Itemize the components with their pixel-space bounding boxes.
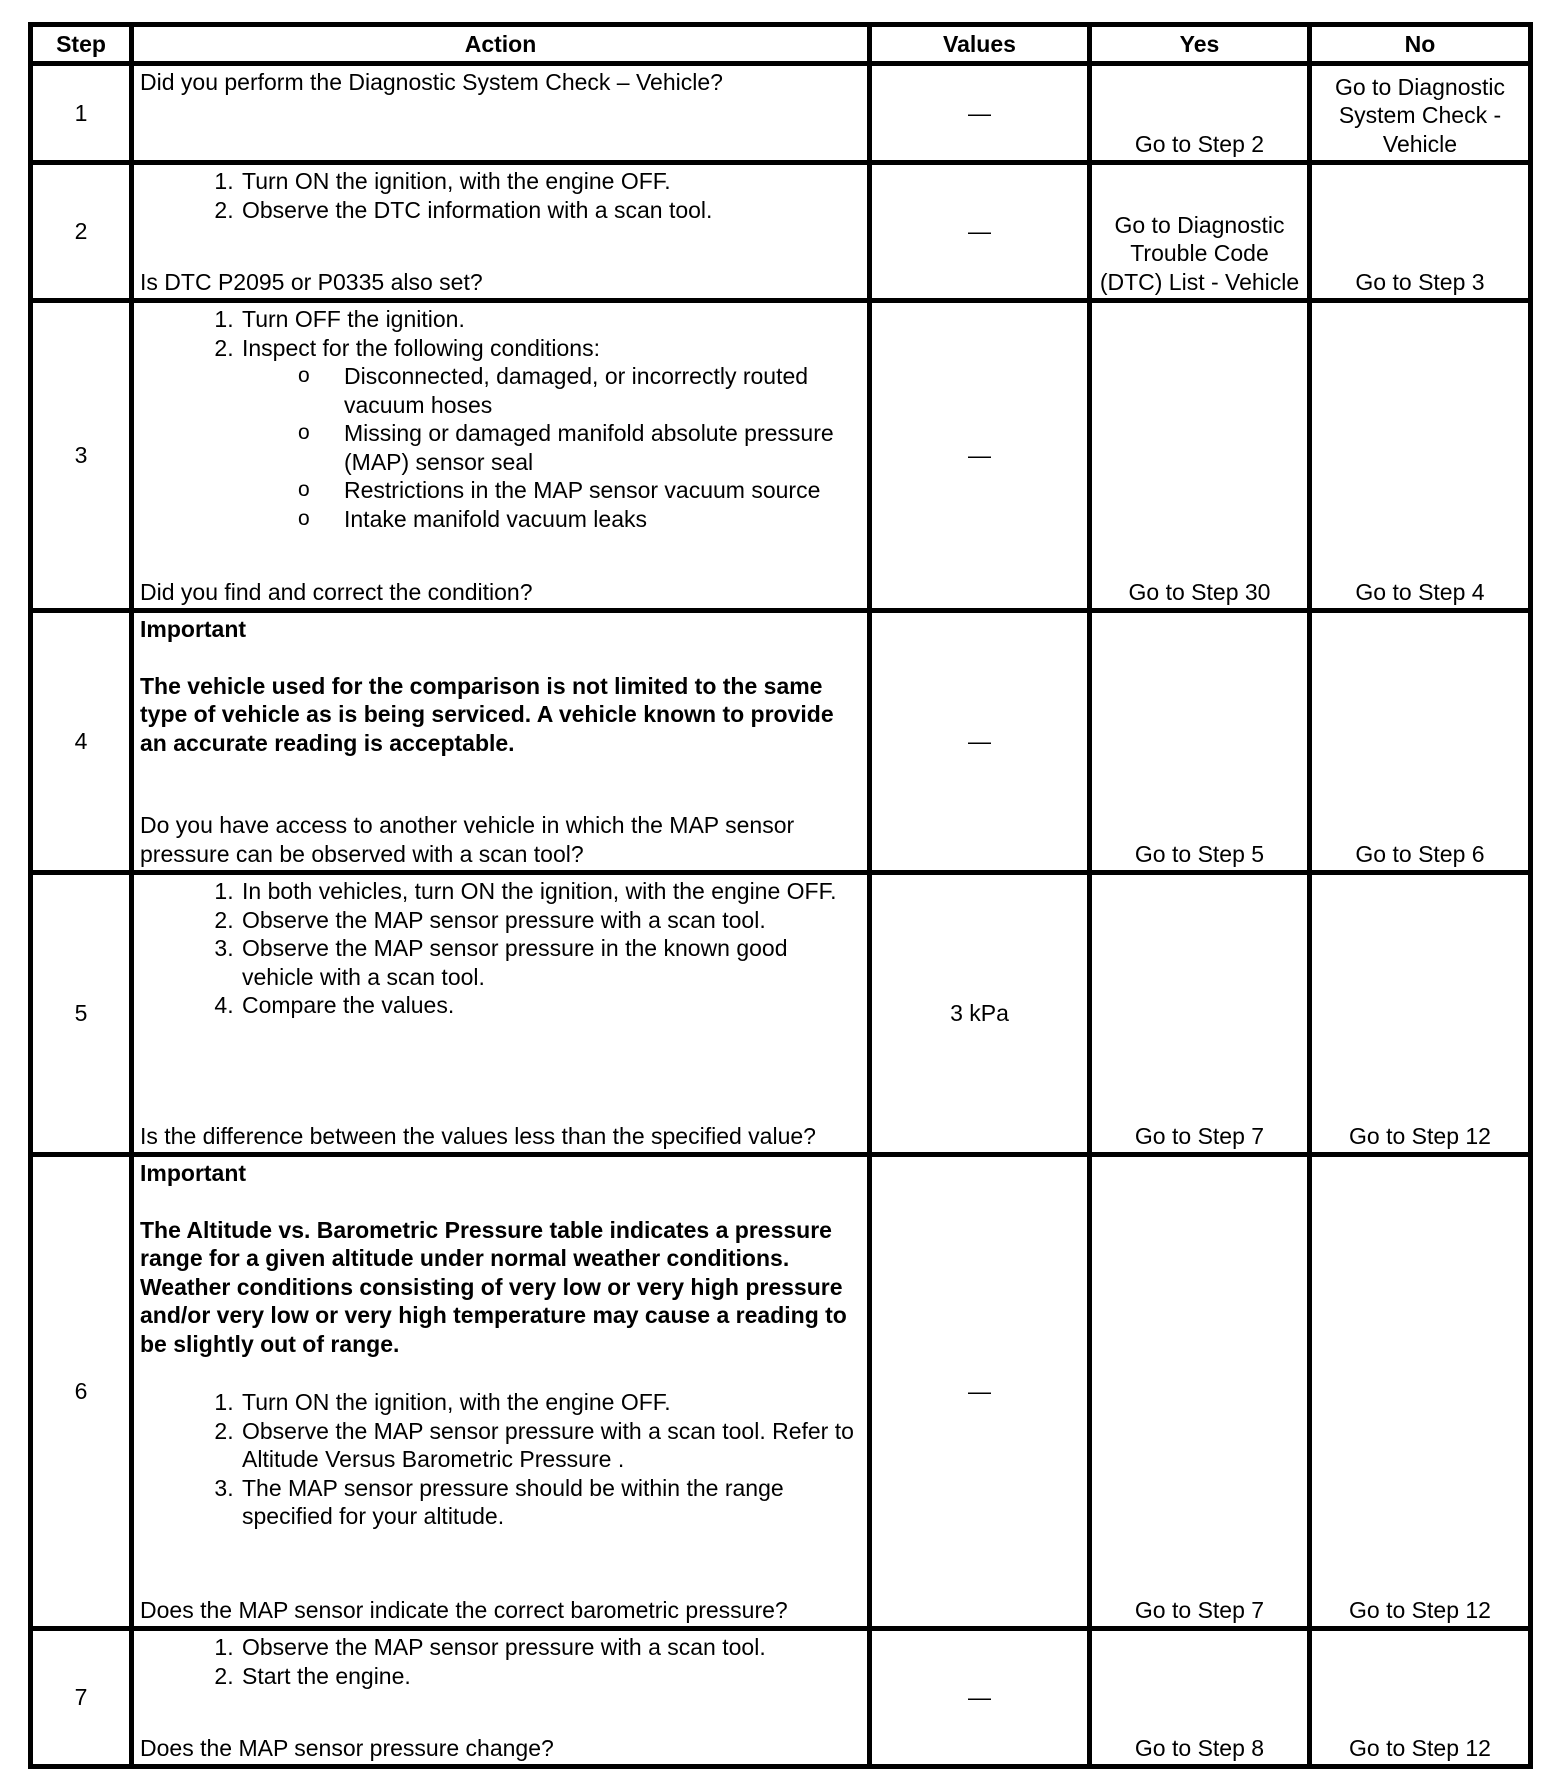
yes-cell: Go to Step 7	[1090, 873, 1310, 1155]
action-question: Does the MAP sensor indicate the correct barometric pressure?	[140, 1596, 788, 1623]
yes-cell: Go to Step 7	[1090, 1155, 1310, 1629]
yes-cell: Go to Diagnostic Trouble Code (DTC) List - Vehicle	[1090, 163, 1310, 301]
action-cell	[132, 1629, 870, 1767]
header-row	[31, 25, 1531, 64]
condition-item: o Disconnected, damaged, or incorrectly routed vacuum hoses	[342, 362, 861, 419]
action-step	[240, 334, 861, 534]
action-question: Is DTC P2095 or P0335 also set?	[140, 268, 483, 295]
header-action: Action	[132, 25, 870, 64]
header-step: Step	[31, 25, 132, 64]
action-text: Did you perform the Diagnostic System Check – Vehicle?	[140, 69, 723, 95]
action-step: 3. Observe the MAP sensor pressure in the known good vehicle with a scan tool.	[240, 934, 861, 991]
action-question: Is the difference between the values less than the specified value?	[140, 1122, 816, 1149]
header-no: No	[1310, 25, 1531, 64]
action-cell	[132, 64, 870, 163]
step-number: 6	[31, 1155, 132, 1629]
action-cell	[132, 873, 870, 1155]
diagnostic-table	[28, 22, 1533, 1769]
table-row	[31, 163, 1531, 301]
table-row	[31, 301, 1531, 611]
action-steps	[140, 1633, 861, 1690]
step-number: 4	[31, 611, 132, 873]
action-question: Did you find and correct the condition?	[140, 578, 533, 605]
no-cell: Go to Step 12	[1310, 1155, 1531, 1629]
no-cell: Go to Step 4	[1310, 301, 1531, 611]
condition-list	[242, 362, 861, 533]
values-cell: —	[870, 163, 1090, 301]
action-step: 2. Observe the DTC information with a scan tool.	[240, 196, 861, 225]
step-number: 3	[31, 301, 132, 611]
table-row	[31, 64, 1531, 163]
condition-item: o Intake manifold vacuum leaks	[342, 505, 861, 534]
table-row	[31, 611, 1531, 873]
action-step: 2. Observe the MAP sensor pressure with a scan tool.	[240, 906, 861, 935]
header-values: Values	[870, 25, 1090, 64]
action-step: 2. Start the engine.	[240, 1662, 861, 1691]
action-cell	[132, 163, 870, 301]
action-steps	[140, 877, 861, 1020]
diagnostic-table-container	[28, 22, 1533, 1769]
table-row	[31, 1629, 1531, 1767]
table-row	[31, 1155, 1531, 1629]
yes-cell: Go to Step 2	[1090, 64, 1310, 163]
action-cell	[132, 1155, 870, 1629]
no-cell: Go to Step 12	[1310, 873, 1531, 1155]
action-step: 3. The MAP sensor pressure should be within the range specified for your altitude.	[240, 1474, 861, 1531]
yes-cell: Go to Step 5	[1090, 611, 1310, 873]
values-cell: —	[870, 301, 1090, 611]
action-step: 4. Compare the values.	[240, 991, 861, 1020]
header-yes: Yes	[1090, 25, 1310, 64]
step-number: 7	[31, 1629, 132, 1767]
condition-item: o Missing or damaged manifold absolute pressure (MAP) sensor seal	[342, 419, 861, 476]
action-question: Does the MAP sensor pressure change?	[140, 1734, 554, 1761]
important-label: Important	[140, 616, 247, 642]
action-step: 1. Turn ON the ignition, with the engine OFF.	[240, 1388, 861, 1417]
action-question: Do you have access to another vehicle in which the MAP sensor pressure can be observed with a scan tool?	[140, 812, 795, 867]
action-step: 2. Observe the MAP sensor pressure with a scan tool. Refer to Altitude Versus Barometric Pressure .	[240, 1417, 861, 1474]
table-row	[31, 873, 1531, 1155]
no-cell: Go to Diagnostic System Check - Vehicle	[1310, 64, 1531, 163]
action-steps	[140, 1388, 861, 1531]
no-cell: Go to Step 3	[1310, 163, 1531, 301]
action-cell	[132, 301, 870, 611]
values-cell: 3 kPa	[870, 873, 1090, 1155]
values-cell: —	[870, 611, 1090, 873]
action-step: 1. In both vehicles, turn ON the ignition, with the engine OFF.	[240, 877, 861, 906]
step-number: 5	[31, 873, 132, 1155]
no-cell: Go to Step 12	[1310, 1629, 1531, 1767]
yes-cell: Go to Step 8	[1090, 1629, 1310, 1767]
values-cell: —	[870, 1155, 1090, 1629]
no-cell: Go to Step 6	[1310, 611, 1531, 873]
step-number: 2	[31, 163, 132, 301]
values-cell: —	[870, 1629, 1090, 1767]
important-note: The vehicle used for the comparison is not limited to the same type of vehicle as is being serviced. A vehicle known to provide an accurate reading is acceptable.	[140, 672, 834, 756]
action-steps	[140, 167, 861, 224]
important-label: Important	[140, 1160, 247, 1186]
action-step: 1. Turn OFF the ignition.	[240, 305, 861, 334]
action-step-text: Inspect for the following conditions:	[242, 334, 600, 361]
yes-cell: Go to Step 30	[1090, 301, 1310, 611]
action-cell	[132, 611, 870, 873]
action-step: 1. Turn ON the ignition, with the engine OFF.	[240, 167, 861, 196]
important-note: The Altitude vs. Barometric Pressure table indicates a pressure range for a given altitude under normal weather conditions. Weather conditions consisting of very low or very high pressure and/or very low or very high temperature may cause a reading to be slightly out of range.	[140, 1216, 847, 1357]
condition-item: o Restrictions in the MAP sensor vacuum source	[342, 476, 861, 505]
action-steps	[140, 305, 861, 533]
action-step: 1. Observe the MAP sensor pressure with a scan tool.	[240, 1633, 861, 1662]
values-cell: —	[870, 64, 1090, 163]
step-number: 1	[31, 64, 132, 163]
